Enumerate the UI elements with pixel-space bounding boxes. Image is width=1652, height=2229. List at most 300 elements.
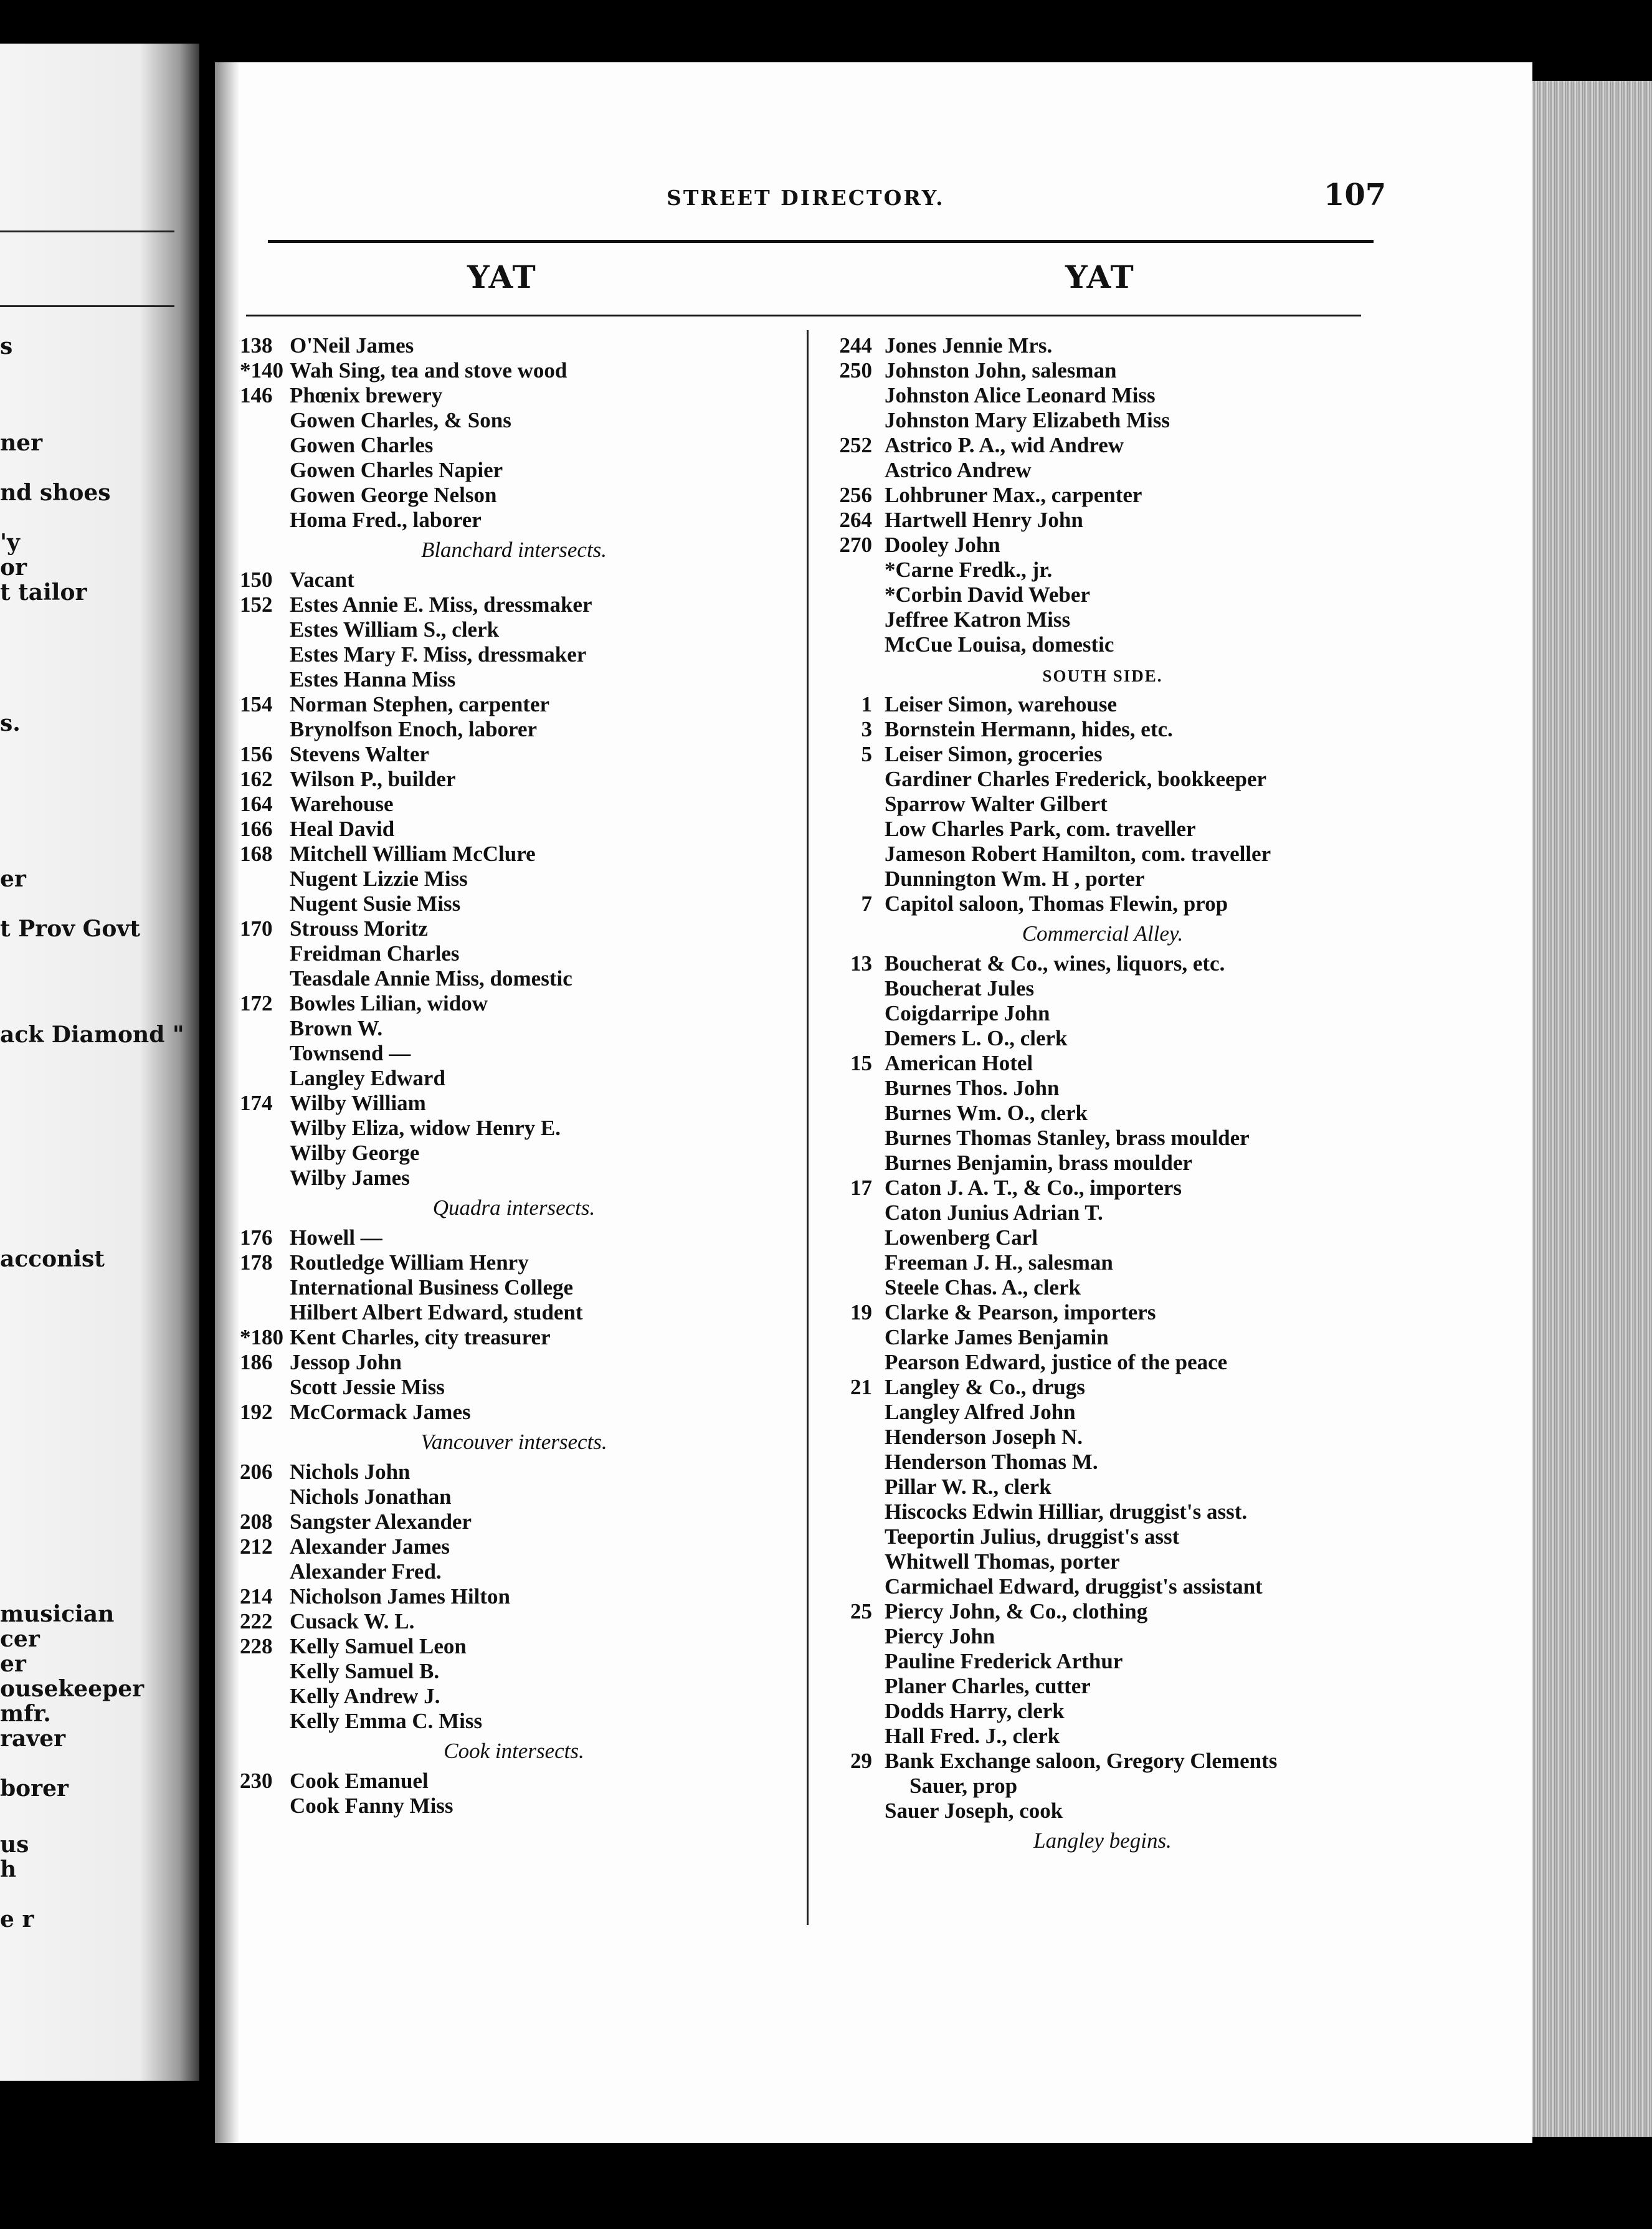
- resident-name: Jessop John: [290, 1350, 402, 1374]
- resident-name: Lohbruner Max., carpenter: [885, 483, 1142, 507]
- directory-entry: [822, 1699, 1383, 1724]
- directory-entry: [240, 1485, 788, 1509]
- resident-name: Alexander James: [290, 1534, 450, 1559]
- directory-entry: [822, 717, 1383, 742]
- resident-name: O'Neil James: [290, 333, 414, 358]
- resident-name: Henderson Thomas M.: [885, 1450, 1098, 1474]
- resident-name: Teeportin Julius, druggist's asst: [885, 1524, 1180, 1549]
- resident-name: Cook Fanny Miss: [290, 1794, 453, 1818]
- directory-entry: [822, 891, 1383, 916]
- resident-name: Burnes Wm. O., clerk: [885, 1101, 1088, 1125]
- directory-entry: [240, 667, 788, 692]
- directory-entry: [240, 1325, 788, 1350]
- resident-name: Demers L. O., clerk: [885, 1026, 1068, 1050]
- margin-fragment: or: [0, 554, 27, 581]
- house-number: 1: [861, 692, 872, 716]
- directory-entry: [822, 1724, 1383, 1749]
- directory-entry: [822, 508, 1383, 533]
- house-number: 186: [240, 1350, 273, 1374]
- resident-name: Sauer Joseph, cook: [885, 1799, 1063, 1823]
- directory-entry: [822, 1225, 1383, 1250]
- directory-entry: [822, 767, 1383, 792]
- directory-entry: [240, 1509, 788, 1534]
- directory-entry: [240, 1141, 788, 1166]
- directory-entry: [822, 408, 1383, 433]
- house-number: 17: [850, 1176, 872, 1200]
- directory-entry: [240, 1460, 788, 1485]
- resident-name: Clarke James Benjamin: [885, 1325, 1109, 1349]
- house-number: *140: [240, 358, 283, 383]
- house-number: 19: [850, 1300, 872, 1324]
- resident-name: Nicholson James Hilton: [290, 1584, 510, 1609]
- directory-entry: [822, 1499, 1383, 1524]
- directory-entry: [240, 458, 788, 483]
- resident-name: American Hotel: [885, 1051, 1033, 1075]
- resident-name: Sauer, prop: [909, 1774, 1018, 1798]
- directory-entry: [822, 632, 1383, 657]
- header-rule: [268, 240, 1374, 243]
- margin-fragment: ner: [0, 430, 43, 456]
- resident-name: Wilby George: [290, 1141, 420, 1165]
- resident-name: Cusack W. L.: [290, 1609, 415, 1633]
- directory-entry: [240, 1559, 788, 1584]
- house-number: 270: [839, 533, 872, 557]
- directory-entry: [240, 483, 788, 508]
- house-number: 214: [240, 1584, 273, 1609]
- house-number: 206: [240, 1460, 273, 1484]
- house-number: 156: [240, 742, 273, 766]
- house-number: 256: [839, 483, 872, 507]
- running-head: STREET DIRECTORY.: [667, 186, 945, 210]
- resident-name: Alexander Fred.: [290, 1559, 442, 1584]
- directory-entry: [240, 1250, 788, 1275]
- directory-entry: [822, 976, 1383, 1001]
- resident-name: Estes Hanna Miss: [290, 667, 456, 692]
- house-number: 212: [240, 1534, 273, 1559]
- directory-entry: [822, 1176, 1383, 1200]
- resident-name: Homa Fred., laborer: [290, 508, 482, 532]
- directory-entry: [822, 1300, 1383, 1325]
- resident-name: Estes William S., clerk: [290, 617, 500, 642]
- section-heading-text: Quadra intersects.: [432, 1195, 596, 1220]
- directory-entry: [240, 433, 788, 458]
- resident-name: Hartwell Henry John: [885, 508, 1083, 532]
- margin-fragment: ousekeeper: [0, 1676, 145, 1702]
- resident-name: Cook Emanuel: [290, 1769, 429, 1793]
- resident-name: Dooley John: [885, 533, 1000, 557]
- house-number: 3: [861, 717, 872, 741]
- directory-entry: [822, 1475, 1383, 1499]
- directory-entry: [822, 1076, 1383, 1101]
- house-number: 13: [850, 951, 872, 976]
- resident-name: Leiser Simon, warehouse: [885, 692, 1118, 716]
- section-heading: [240, 533, 788, 568]
- left-column-heading: YAT: [467, 259, 537, 295]
- directory-entry: [822, 742, 1383, 767]
- section-heading: [240, 1425, 788, 1460]
- house-number: *180: [240, 1325, 283, 1349]
- resident-name: Clarke & Pearson, importers: [885, 1300, 1156, 1324]
- directory-entry: [822, 1375, 1383, 1400]
- resident-name: Hiscocks Edwin Hilliar, druggist's asst.: [885, 1499, 1248, 1524]
- resident-name: Johnston John, salesman: [885, 358, 1117, 383]
- resident-name: Piercy John: [885, 1624, 995, 1648]
- house-number: 7: [861, 891, 872, 916]
- resident-name: Capitol saloon, Thomas Flewin, prop: [885, 891, 1228, 916]
- directory-entry: [822, 358, 1383, 383]
- directory-entry: [822, 1749, 1383, 1774]
- directory-entry: [240, 383, 788, 408]
- directory-entry: [240, 1300, 788, 1325]
- directory-entry: [240, 717, 788, 742]
- directory-entry: [240, 1166, 788, 1191]
- directory-entry: [822, 1026, 1383, 1051]
- house-number: 25: [850, 1599, 872, 1623]
- margin-fragment: cer: [0, 1626, 40, 1652]
- resident-name: Brown W.: [290, 1016, 383, 1040]
- directory-entry: [240, 617, 788, 642]
- resident-name: Bowles Lilian, widow: [290, 991, 488, 1015]
- directory-entry: [822, 1574, 1383, 1599]
- directory-entry: [240, 1659, 788, 1684]
- facing-page-edge: [0, 44, 199, 2081]
- resident-name: Hilbert Albert Edward, student: [290, 1300, 583, 1324]
- resident-name: Burnes Benjamin, brass moulder: [885, 1151, 1192, 1175]
- section-heading: [822, 916, 1383, 951]
- margin-fragment: t tailor: [0, 579, 87, 606]
- resident-name: Nichols Jonathan: [290, 1485, 452, 1509]
- resident-name: Heal David: [290, 817, 395, 841]
- resident-name: Langley Alfred John: [885, 1400, 1076, 1424]
- margin-fragment: mfr.: [0, 1701, 51, 1727]
- directory-entry: [240, 642, 788, 667]
- resident-name: Mitchell William McClure: [290, 842, 536, 866]
- resident-name: Freidman Charles: [290, 941, 460, 966]
- directory-entry: [822, 607, 1383, 632]
- resident-name: Henderson Joseph N.: [885, 1425, 1083, 1449]
- directory-entry: [240, 1794, 788, 1818]
- directory-entry: [240, 1584, 788, 1609]
- directory-entry: [240, 1275, 788, 1300]
- resident-name: Teasdale Annie Miss, domestic: [290, 966, 572, 991]
- resident-name: Burnes Thos. John: [885, 1076, 1060, 1100]
- resident-name: Phœnix brewery: [290, 383, 443, 407]
- resident-name: Jones Jennie Mrs.: [885, 333, 1053, 358]
- directory-entry: [822, 1450, 1383, 1475]
- margin-fragment: raver: [0, 1726, 66, 1752]
- directory-entry: [240, 568, 788, 592]
- resident-name: Bornstein Hermann, hides, etc.: [885, 717, 1173, 741]
- house-number: 228: [240, 1634, 273, 1658]
- directory-entry: [822, 692, 1383, 717]
- margin-fragment: s.: [0, 710, 21, 736]
- resident-name: Gowen Charles, & Sons: [290, 408, 511, 432]
- resident-name: Kelly Samuel Leon: [290, 1634, 467, 1658]
- section-heading: [240, 1191, 788, 1225]
- resident-name: Carmichael Edward, druggist's assistant: [885, 1574, 1263, 1599]
- directory-entry: [822, 951, 1383, 976]
- house-number: 174: [240, 1091, 273, 1115]
- resident-name: McCormack James: [290, 1400, 471, 1424]
- directory-entry: [822, 1549, 1383, 1574]
- section-heading-text: SOUTH SIDE.: [1042, 667, 1163, 685]
- directory-entry: [240, 916, 788, 941]
- resident-name: Sangster Alexander: [290, 1509, 472, 1534]
- directory-entry: [822, 1674, 1383, 1699]
- resident-name: Gowen George Nelson: [290, 483, 497, 507]
- resident-name: Burnes Thomas Stanley, brass moulder: [885, 1126, 1250, 1150]
- house-number: 146: [240, 383, 273, 407]
- resident-name: Freeman J. H., salesman: [885, 1250, 1113, 1275]
- house-number: 222: [240, 1609, 273, 1633]
- directory-entry: [822, 1599, 1383, 1624]
- house-number: 244: [839, 333, 872, 358]
- section-heading-text: Blanchard intersects.: [420, 538, 607, 562]
- resident-name: Pearson Edward, justice of the peace: [885, 1350, 1228, 1374]
- column-divider: [807, 330, 809, 1925]
- margin-fragment: musician: [0, 1601, 115, 1627]
- house-number: 162: [240, 767, 273, 791]
- resident-name: Astrico Andrew: [885, 458, 1032, 482]
- resident-name: Wilson P., builder: [290, 767, 456, 791]
- resident-name: Strouss Moritz: [290, 916, 428, 941]
- directory-entry: [822, 333, 1383, 358]
- resident-name: Low Charles Park, com. traveller: [885, 817, 1196, 841]
- directory-entry: [822, 1101, 1383, 1126]
- resident-name: Dodds Harry, clerk: [885, 1699, 1065, 1723]
- resident-name: Jeffree Katron Miss: [885, 607, 1071, 632]
- directory-entry: [240, 358, 788, 383]
- resident-name: Steele Chas. A., clerk: [885, 1275, 1081, 1300]
- margin-fragment: borer: [0, 1775, 69, 1802]
- resident-name: Piercy John, & Co., clothing: [885, 1599, 1148, 1623]
- resident-name: Caton J. A. T., & Co., importers: [885, 1176, 1182, 1200]
- facing-page-rule: [0, 305, 174, 307]
- margin-fragment: acconist: [0, 1246, 105, 1272]
- resident-name: Kent Charles, city treasurer: [290, 1325, 551, 1349]
- section-heading-text: Langley begins.: [1033, 1828, 1172, 1853]
- left-column: [240, 333, 788, 1818]
- directory-entry: [240, 1041, 788, 1066]
- directory-entry: [822, 383, 1383, 408]
- directory-entry: [822, 1425, 1383, 1450]
- directory-entry: [240, 1534, 788, 1559]
- directory-entry: [822, 458, 1383, 483]
- resident-name: Howell —: [290, 1225, 382, 1250]
- directory-entry: [240, 842, 788, 867]
- directory-entry: [822, 1524, 1383, 1549]
- margin-fragment: 'y: [0, 530, 20, 556]
- section-heading-text: Vancouver intersects.: [420, 1430, 607, 1454]
- resident-name: Caton Junius Adrian T.: [885, 1200, 1103, 1225]
- house-number: 168: [240, 842, 273, 866]
- resident-name: Johnston Mary Elizabeth Miss: [885, 408, 1170, 432]
- margin-fragment: h: [0, 1856, 17, 1883]
- right-column: [822, 333, 1383, 1858]
- house-number: 250: [839, 358, 872, 383]
- directory-entry: [240, 867, 788, 891]
- house-number: 172: [240, 991, 273, 1015]
- house-number: 230: [240, 1769, 273, 1793]
- column-heading-rule: [246, 315, 1361, 316]
- resident-name: Astrico P. A., wid Andrew: [885, 433, 1124, 457]
- directory-entry: [822, 817, 1383, 842]
- resident-name: Kelly Samuel B.: [290, 1659, 440, 1683]
- directory-entry: [240, 1091, 788, 1116]
- directory-entry: [240, 692, 788, 717]
- directory-entry: [822, 433, 1383, 458]
- directory-entry: [240, 508, 788, 533]
- house-number: 252: [839, 433, 872, 457]
- directory-entry: [240, 1225, 788, 1250]
- resident-name: *Corbin David Weber: [885, 582, 1090, 607]
- resident-name: Whitwell Thomas, porter: [885, 1549, 1120, 1574]
- resident-name: Scott Jessie Miss: [290, 1375, 445, 1399]
- resident-name: Stevens Walter: [290, 742, 429, 766]
- directory-entry: [822, 867, 1383, 891]
- margin-fragment: t Prov Govt: [0, 916, 140, 942]
- directory-entry: [240, 966, 788, 991]
- resident-name: Brynolfson Enoch, laborer: [290, 717, 538, 741]
- gutter-shadow: [215, 62, 240, 2143]
- directory-entry: [822, 483, 1383, 508]
- directory-entry: [240, 333, 788, 358]
- house-number: 264: [839, 508, 872, 532]
- section-heading: [822, 1823, 1383, 1858]
- house-number: 15: [850, 1051, 872, 1075]
- house-number: 150: [240, 568, 273, 592]
- margin-fragment: nd shoes: [0, 480, 111, 506]
- margin-fragment: us: [0, 1832, 29, 1858]
- directory-entry: [240, 592, 788, 617]
- resident-name: Sparrow Walter Gilbert: [885, 792, 1108, 816]
- directory-entry: [822, 558, 1383, 582]
- directory-entry: [240, 1769, 788, 1794]
- resident-name: Wah Sing, tea and stove wood: [290, 358, 567, 383]
- directory-entry: [822, 1151, 1383, 1176]
- resident-name: Boucherat Jules: [885, 976, 1035, 1000]
- resident-name: Planer Charles, cutter: [885, 1674, 1091, 1698]
- resident-name: Johnston Alice Leonard Miss: [885, 383, 1156, 407]
- margin-fragment: e r: [0, 1906, 34, 1932]
- directory-entry: [822, 1200, 1383, 1225]
- house-number: 170: [240, 916, 273, 941]
- directory-entry: [240, 1400, 788, 1425]
- resident-name: Langley & Co., drugs: [885, 1375, 1085, 1399]
- page-stack-edge: [1532, 81, 1652, 2137]
- resident-name: Nugent Susie Miss: [290, 891, 461, 916]
- house-number: 138: [240, 333, 273, 358]
- margin-fragment: er: [0, 866, 26, 892]
- resident-name: Dunnington Wm. H , porter: [885, 867, 1145, 891]
- directory-entry: [822, 1051, 1383, 1076]
- resident-name: Kelly Emma C. Miss: [290, 1709, 483, 1733]
- directory-entry: [240, 817, 788, 842]
- resident-name: Lowenberg Carl: [885, 1225, 1038, 1250]
- resident-name: Routledge William Henry: [290, 1250, 529, 1275]
- house-number: 29: [850, 1749, 872, 1773]
- section-heading: [240, 1734, 788, 1769]
- resident-name: Nichols John: [290, 1460, 411, 1484]
- resident-name: Hall Fred. J., clerk: [885, 1724, 1060, 1748]
- resident-name: Gardiner Charles Frederick, bookkeeper: [885, 767, 1267, 791]
- directory-entry: [240, 408, 788, 433]
- directory-entry: [240, 1116, 788, 1141]
- directory-entry: [240, 1350, 788, 1375]
- directory-entry: [240, 1684, 788, 1709]
- resident-name: Estes Annie E. Miss, dressmaker: [290, 592, 592, 617]
- directory-entry: [240, 1066, 788, 1091]
- house-number: 176: [240, 1225, 273, 1250]
- directory-entry: [822, 1624, 1383, 1649]
- directory-entry: [240, 792, 788, 817]
- directory-entry: [822, 1126, 1383, 1151]
- directory-entry: [240, 1634, 788, 1659]
- directory-entry: [822, 1275, 1383, 1300]
- resident-name: Norman Stephen, carpenter: [290, 692, 550, 716]
- resident-name: Wilby Eliza, widow Henry E.: [290, 1116, 561, 1140]
- resident-name: Boucherat & Co., wines, liquors, etc.: [885, 951, 1225, 976]
- directory-entry: [822, 1799, 1383, 1823]
- directory-entry: [822, 1250, 1383, 1275]
- directory-entry: [822, 842, 1383, 867]
- directory-entry: [822, 533, 1383, 558]
- directory-entry: [240, 1709, 788, 1734]
- right-column-heading: YAT: [1065, 259, 1135, 295]
- directory-entry: [240, 1375, 788, 1400]
- margin-fragment: s: [0, 333, 13, 359]
- directory-entry: [822, 1649, 1383, 1674]
- directory-entry: [822, 1350, 1383, 1375]
- resident-name: Townsend —: [290, 1041, 411, 1065]
- directory-entry: [822, 582, 1383, 607]
- resident-name: International Business College: [290, 1275, 574, 1300]
- margin-fragment: ack Diamond ": [0, 1022, 184, 1048]
- house-number: 152: [240, 592, 273, 617]
- directory-entry: [822, 1400, 1383, 1425]
- directory-entry: [240, 742, 788, 767]
- resident-name: Coigdarripe John: [885, 1001, 1050, 1025]
- directory-entry: [822, 1774, 1383, 1799]
- house-number: 21: [850, 1375, 872, 1399]
- house-number: 154: [240, 692, 273, 716]
- resident-name: Nugent Lizzie Miss: [290, 867, 468, 891]
- resident-name: Jameson Robert Hamilton, com. traveller: [885, 842, 1271, 866]
- directory-entry: [822, 1325, 1383, 1350]
- resident-name: Gowen Charles Napier: [290, 458, 503, 482]
- page-number: 107: [1324, 178, 1387, 212]
- resident-name: Langley Edward: [290, 1066, 445, 1090]
- directory-entry: [240, 891, 788, 916]
- resident-name: Kelly Andrew J.: [290, 1684, 440, 1708]
- house-number: 208: [240, 1509, 273, 1534]
- directory-entry: [822, 1001, 1383, 1026]
- resident-name: Pillar W. R., clerk: [885, 1475, 1051, 1499]
- facing-page-rule: [0, 231, 174, 232]
- section-heading-text: Commercial Alley.: [1022, 921, 1184, 946]
- margin-fragment: er: [0, 1651, 26, 1677]
- resident-name: Wilby James: [290, 1166, 410, 1190]
- resident-name: McCue Louisa, domestic: [885, 632, 1114, 657]
- directory-entry: [240, 991, 788, 1016]
- resident-name: Estes Mary F. Miss, dressmaker: [290, 642, 587, 667]
- directory-entry: [240, 767, 788, 792]
- resident-name: *Carne Fredk., jr.: [885, 558, 1053, 582]
- house-number: 5: [861, 742, 872, 766]
- directory-entry: [240, 1609, 788, 1634]
- house-number: 164: [240, 792, 273, 816]
- resident-name: Gowen Charles: [290, 433, 434, 457]
